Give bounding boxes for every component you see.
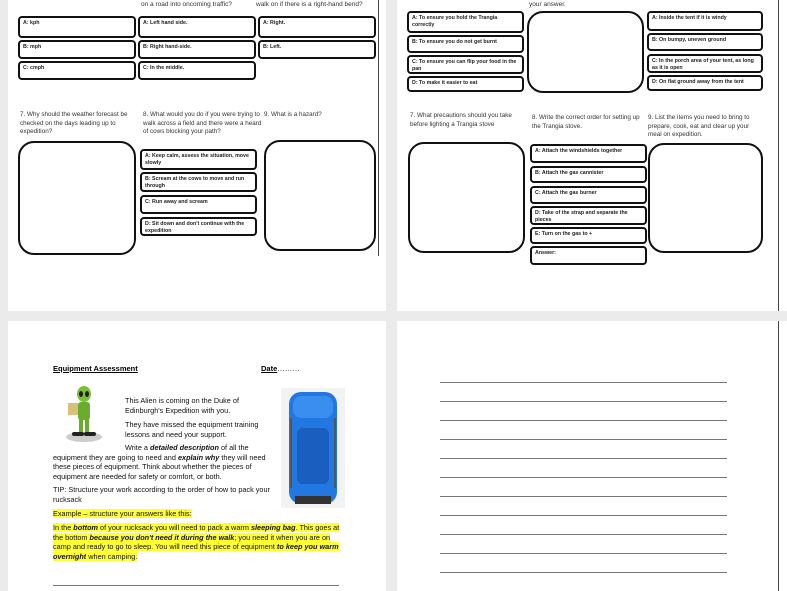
highlighted-text: Example – structure your answers like this:	[53, 509, 192, 518]
option-box: D: On flat ground away from the tent	[647, 75, 763, 91]
rucksack-image	[281, 388, 345, 508]
option-box: C: In the middle.	[138, 61, 256, 80]
option-box: A: Left hand side.	[138, 16, 256, 38]
page-3	[8, 321, 386, 591]
option-box: C: Attach the gas burner	[530, 186, 647, 204]
option-box: B: mph	[18, 40, 136, 59]
page-2	[397, 0, 787, 311]
intro-paragraph-1: This Alien is coming on the Duke of Edinburgh's Expedition with you.	[125, 396, 239, 415]
cut-question: walk on if there is a right-hand bend?	[256, 1, 363, 8]
emphasis: to keep you warm overnight	[53, 542, 339, 561]
option-box: C: To ensure you can flip your food in the pan	[407, 55, 524, 74]
text: of all the equipment they are going to need and	[53, 443, 249, 462]
page-border	[778, 0, 779, 311]
emphasis: detailed description	[150, 443, 219, 452]
page-4	[397, 321, 787, 591]
instructions-paragraph	[53, 443, 283, 481]
answer-box	[408, 142, 525, 253]
answer-box	[527, 11, 644, 93]
text: . This goes at the bottom	[53, 523, 340, 542]
emphasis: explain why	[177, 452, 220, 462]
option-box: C: cmph	[18, 61, 136, 80]
cut-question: your answer.	[529, 1, 566, 8]
option-box: A: Right.	[258, 16, 376, 38]
question-8: 8. Write the correct order for setting up the Trangia stove.	[532, 114, 640, 130]
emphasis: bottom	[73, 523, 99, 532]
cut-question: on a road into oncoming traffic?	[141, 1, 232, 8]
question-7: 7. What precautions should you take before lighting a Trangia stove	[410, 112, 512, 128]
answer-box	[18, 141, 136, 255]
option-box: B: To ensure you do not get burnt	[407, 35, 524, 53]
writing-line	[440, 382, 727, 383]
question-8: 8. What would you do if you were trying to walk across a field and there were a heard of cows blocking your path?	[143, 111, 262, 136]
text: Write a	[125, 443, 151, 452]
option-box: D: Take of the strap and separate the pieces	[530, 206, 647, 225]
option-box: D: To make it easier to eat	[407, 76, 524, 92]
option-box: A: Inside the tent if it is windy	[647, 11, 763, 31]
date-label: Date	[261, 364, 278, 373]
writing-line	[53, 585, 339, 586]
writing-line	[440, 534, 727, 535]
text: of your rucksack you will need to pack a warm	[98, 523, 251, 532]
text: when camping.	[86, 551, 138, 561]
emphasis: sleeping bag	[250, 523, 296, 532]
option-box: A: Keep calm, assess the situation, move slowly	[140, 149, 257, 170]
answer-box	[264, 140, 376, 251]
text: In the	[53, 523, 74, 532]
option-box: B: On bumpy, uneven ground	[647, 33, 763, 51]
tip-text: TIP: Structure your work according to the order of how to pack your rucksack	[53, 485, 270, 504]
question-9: 9. List the items you need to bring to prepare, cook, eat and clear up your meal on expedition.	[648, 114, 750, 139]
answer-box	[648, 143, 763, 253]
date-field	[261, 364, 300, 373]
writing-line	[440, 477, 727, 478]
writing-line	[440, 515, 727, 516]
question-9: 9. What is a hazard?	[264, 111, 322, 118]
option-box: B: Left.	[258, 40, 376, 59]
writing-line	[440, 420, 727, 421]
text: they will need these pieces of equipment. Think about whether the pieces of equipment are needed for safety or comfort, or both.	[53, 452, 266, 481]
question-7: 7. Why should the weather forecast be checked on the days leading up to expedition?	[20, 111, 128, 136]
emphasis: because you don't need it during the walk	[89, 532, 235, 542]
option-box: B: Right hand-side.	[138, 40, 256, 59]
example-paragraph	[53, 523, 343, 561]
page-border	[378, 0, 379, 256]
writing-line	[440, 439, 727, 440]
date-dots: ………	[277, 364, 300, 373]
option-box: E: Turn on the gas to +	[530, 227, 647, 244]
writing-line	[440, 401, 727, 402]
writing-line	[440, 496, 727, 497]
writing-line	[440, 572, 727, 573]
option-box: C: Run away and scream	[140, 195, 257, 214]
example-heading	[53, 509, 192, 519]
alien-image	[62, 385, 106, 443]
option-box: B: Attach the gas cannister	[530, 166, 647, 183]
option-box: A: To ensure you hold the Trangia correctly	[407, 11, 524, 33]
option-box: D: Sit down and don't continue with the expedition	[140, 217, 257, 236]
option-box: A: Attach the windshields together	[530, 144, 647, 163]
writing-line	[440, 458, 727, 459]
page-title: Equipment Assessment	[53, 364, 138, 373]
option-box: A: kph	[18, 16, 136, 38]
writing-line	[440, 553, 727, 554]
page-border	[778, 321, 779, 591]
answer-option-box: Answer:	[530, 246, 647, 265]
text: ; you need it when you are on camp and ready to go to sleep. You will need this piece of equipment	[53, 532, 331, 552]
intro-paragraph-2: They have missed the equipment training lessons and need your support.	[125, 420, 259, 439]
option-box: C: In the porch area of your tent, as long as it is open	[647, 54, 763, 73]
page-1	[8, 0, 386, 311]
option-box: B: Scream at the cows to move and run through	[140, 172, 257, 192]
